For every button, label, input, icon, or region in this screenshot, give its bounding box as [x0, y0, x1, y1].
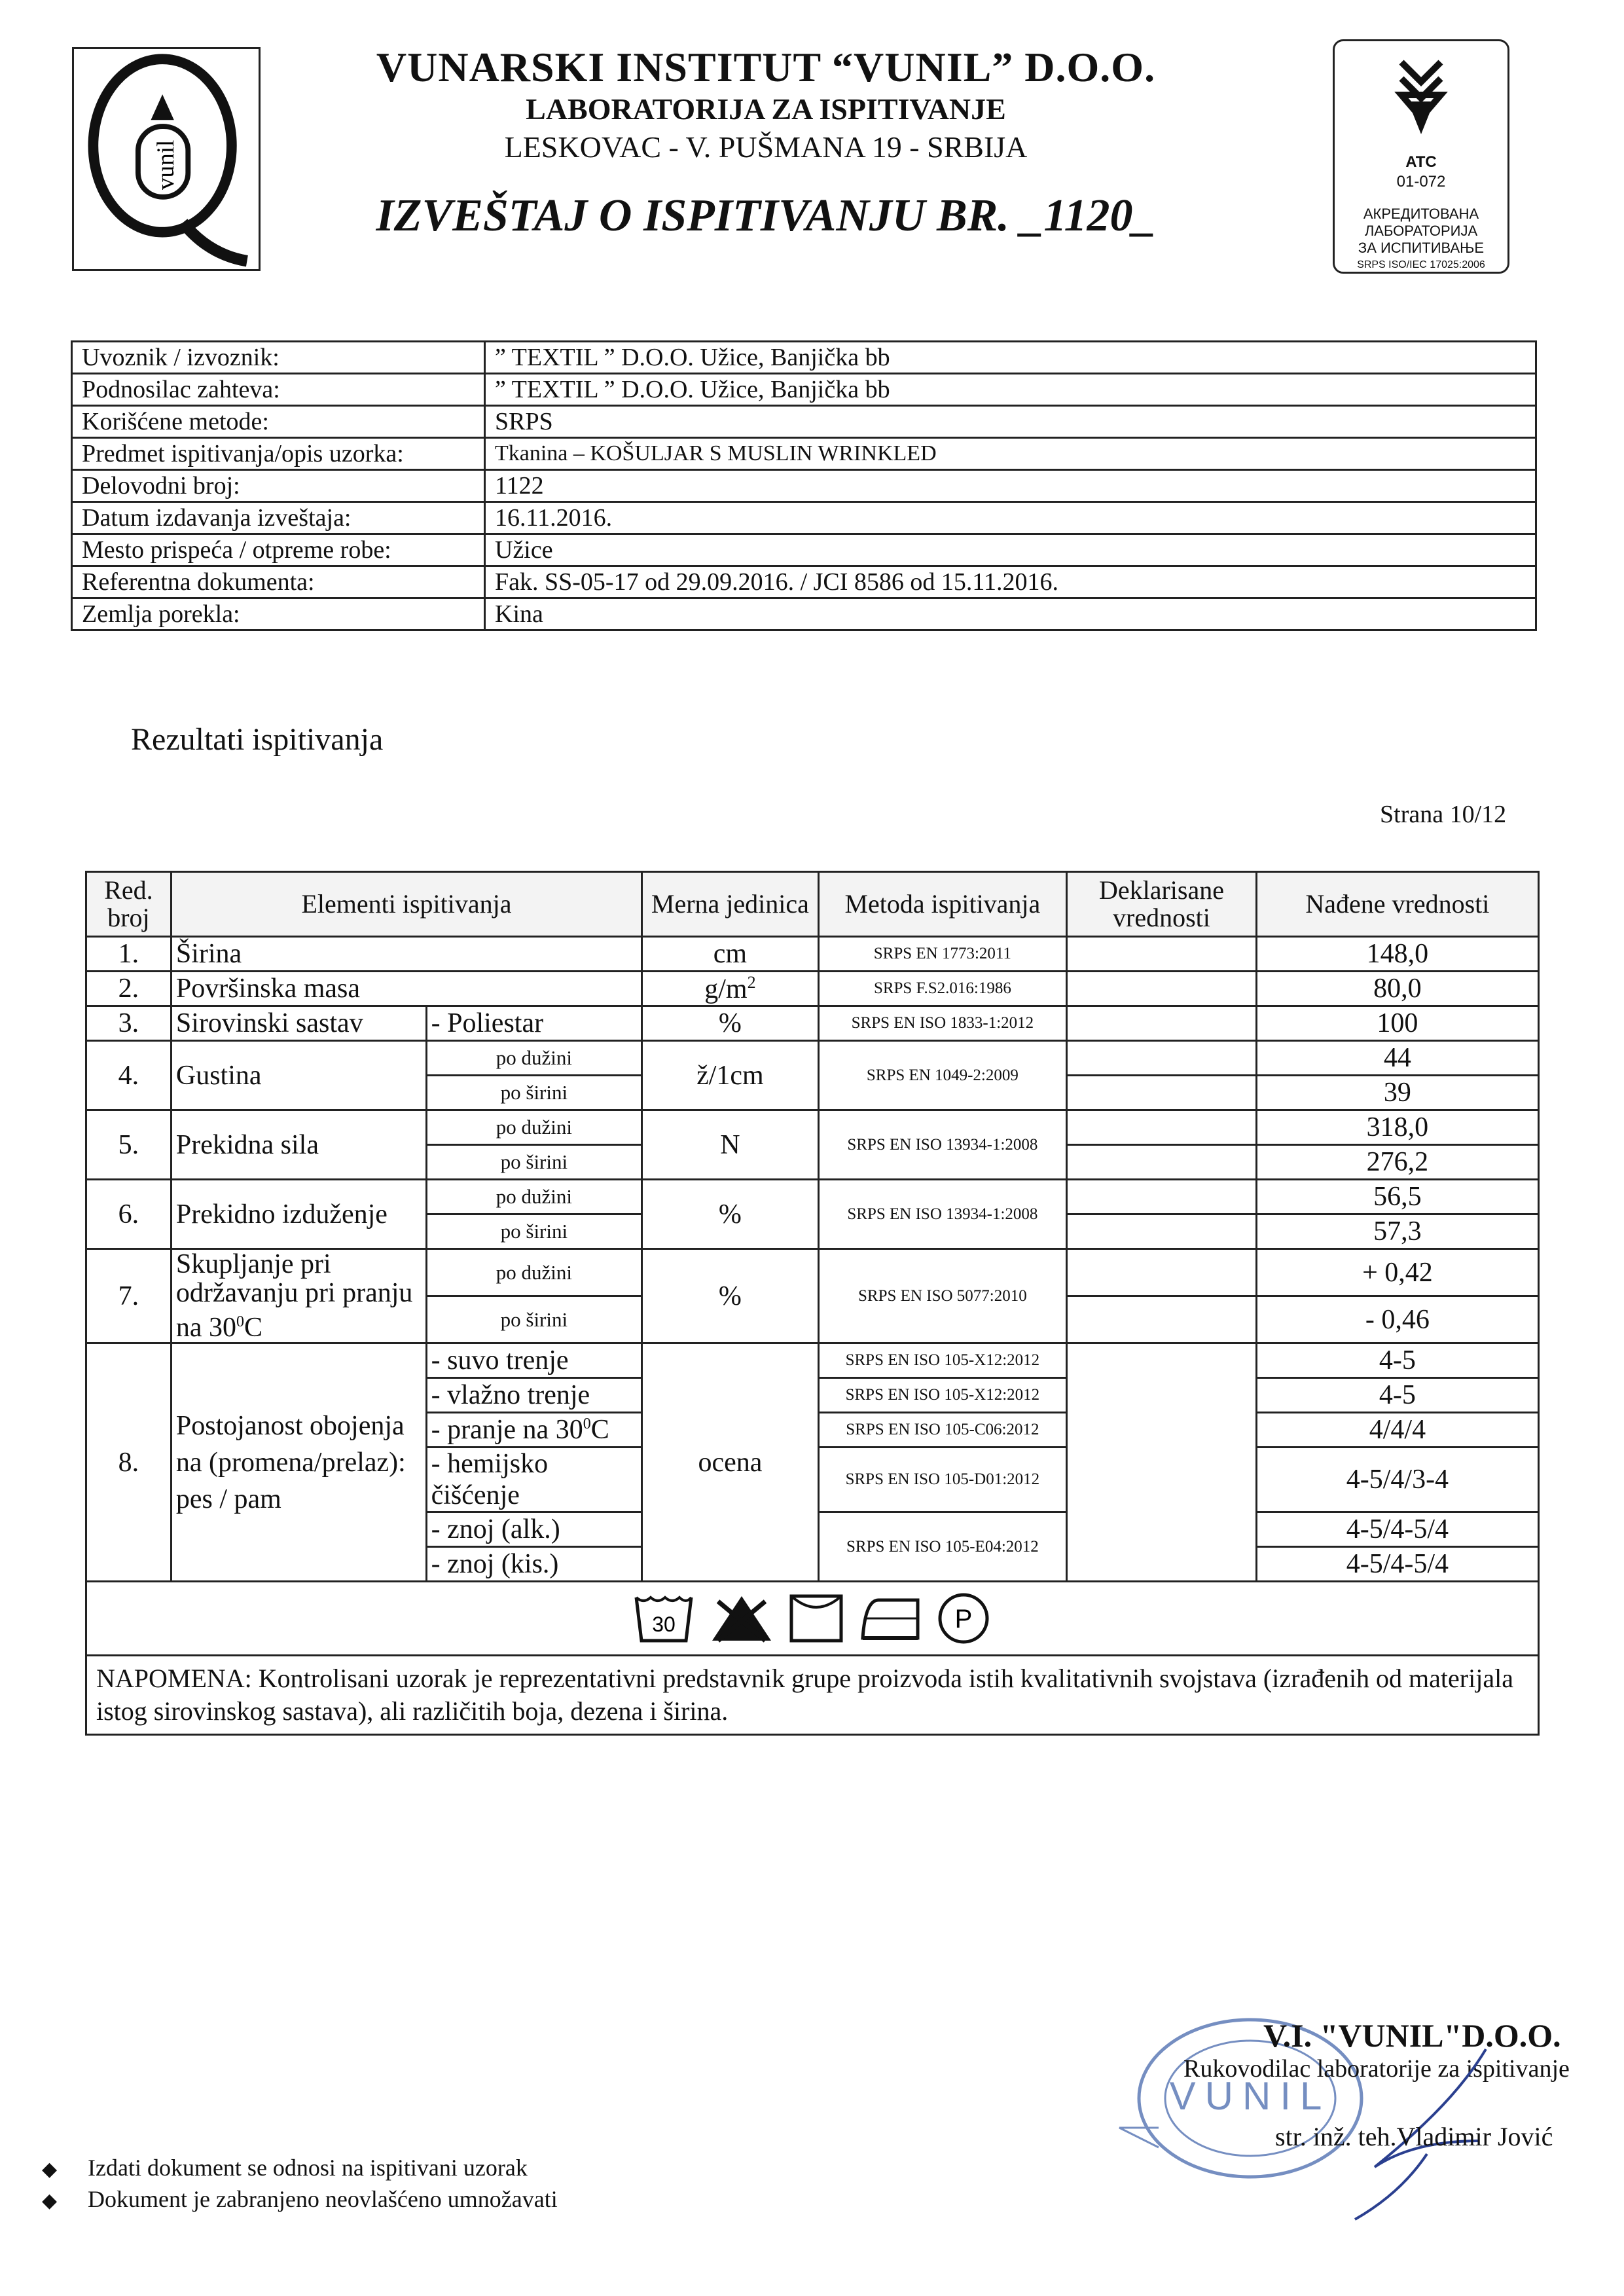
- row-unit: N: [642, 1110, 819, 1180]
- row-declared: [1067, 1145, 1257, 1180]
- atc-number: 01-072: [1396, 173, 1446, 191]
- table-row: [86, 1180, 1539, 1214]
- note-text: NAPOMENA: Kontrolisani uzorak je reprezentativni predstavnik grupe proizvoda istih kvalitativnih svojstava (izrađenih od materijala istog sirovinskog sastava), ali različitih boja, dezena i širina.: [86, 1656, 1539, 1735]
- accreditation-badge: [1333, 39, 1509, 274]
- row-method: SRPS F.S2.016:1986: [818, 972, 1066, 1006]
- no-bleach-icon: [709, 1592, 774, 1645]
- row-element: Površinska masa: [171, 972, 641, 1006]
- row-subelement: - hemijsko čišćenje: [426, 1448, 641, 1512]
- row-no: 1.: [86, 937, 171, 972]
- info-row: [72, 534, 1536, 566]
- header-element: Elementi ispitivanja: [171, 872, 641, 937]
- row-value: 56,5: [1256, 1180, 1538, 1214]
- row-declared: [1067, 1041, 1257, 1076]
- atc-mark: ATC: [1405, 153, 1437, 171]
- footer-text: Izdati dokument se odnosi na ispitivani uzorak: [88, 2155, 528, 2181]
- subelement-text: - pranje na 30: [431, 1415, 583, 1445]
- info-label: Uvoznik / izvoznik:: [72, 342, 485, 374]
- lab-address: LESKOVAC - V. PUŠMANA 19 - SRBIJA: [504, 130, 1028, 164]
- element-unit: C: [244, 1313, 263, 1343]
- row-unit: [642, 972, 819, 1006]
- row-subelement: - znoj (kis.): [426, 1547, 641, 1582]
- row-no: 7.: [86, 1249, 171, 1343]
- care-symbols: [86, 1582, 1539, 1656]
- row-subelement: po širini: [426, 1214, 641, 1249]
- row-method: SRPS EN ISO 105-X12:2012: [818, 1343, 1066, 1378]
- info-row: [72, 438, 1536, 470]
- row-method: SRPS EN ISO 5077:2010: [818, 1249, 1066, 1343]
- row-subelement: po dužini: [426, 1180, 641, 1214]
- signature-name: str. inž. teh.Vladimir Jović: [1275, 2122, 1553, 2151]
- row-method: SRPS EN ISO 13934-1:2008: [818, 1180, 1066, 1249]
- care-symbols-row: [86, 1582, 1539, 1656]
- info-row: [72, 502, 1536, 534]
- row-subelement: po dužini: [426, 1110, 641, 1145]
- logo-text: vunil: [152, 139, 179, 191]
- row-value: 39: [1256, 1076, 1538, 1110]
- row-value: 80,0: [1256, 972, 1538, 1006]
- element-text: Skupljanje pri održavanju pri pranju na 30: [175, 1249, 413, 1343]
- row-no: 2.: [86, 972, 171, 1006]
- atc-line1: АКРЕДИТОВАНА: [1363, 206, 1479, 222]
- info-table: [71, 340, 1537, 631]
- info-label: Zemlja porekla:: [72, 598, 485, 630]
- atc-line3: ЗА ИСПИТИВАЊЕ: [1358, 240, 1485, 256]
- info-row: [72, 566, 1536, 598]
- row-value: 4-5/4/3-4: [1256, 1448, 1538, 1512]
- header-unit: Merna jedinica: [642, 872, 819, 937]
- row-subelement: [426, 1413, 641, 1448]
- subelement-unit: C: [590, 1415, 609, 1445]
- row-unit: ž/1cm: [642, 1041, 819, 1110]
- table-row: [86, 1343, 1539, 1378]
- row-no: 5.: [86, 1110, 171, 1180]
- row-unit: %: [642, 1180, 819, 1249]
- table-row: [86, 1110, 1539, 1145]
- row-element: Postojanost obojenja na (promena/prelaz): pes / pam: [171, 1343, 426, 1582]
- info-label: Predmet ispitivanja/opis uzorka:: [72, 438, 485, 470]
- footer-note: [42, 2185, 558, 2213]
- row-subelement: po dužini: [426, 1041, 641, 1076]
- footer-note: [42, 2154, 528, 2181]
- header-no: Red. broj: [86, 872, 171, 937]
- info-value: Užice: [485, 534, 1536, 566]
- header-declared: Deklarisane vrednosti: [1067, 872, 1257, 937]
- atc-icon: [1388, 56, 1454, 147]
- row-value: 276,2: [1256, 1145, 1538, 1180]
- row-value: + 0,42: [1256, 1249, 1538, 1296]
- row-subelement: - znoj (alk.): [426, 1512, 641, 1547]
- signature-company: V.I. "VUNIL"D.O.O.: [1263, 2017, 1561, 2054]
- row-element: Sirovinski sastav: [171, 1006, 426, 1041]
- atc-line2: ЛАБОРАТОРИЈА: [1364, 223, 1478, 239]
- info-label: Korišćene metode:: [72, 406, 485, 438]
- unit-base: g/m: [704, 974, 748, 1004]
- info-label: Mesto prispeća / otpreme robe:: [72, 534, 485, 566]
- wash-30-icon: [634, 1592, 694, 1645]
- row-declared: [1067, 1076, 1257, 1110]
- note-row: [86, 1656, 1539, 1735]
- info-label: Podnosilac zahteva:: [72, 374, 485, 406]
- bullet-icon: ◆: [42, 2159, 58, 2180]
- report-title: IZVEŠTAJ O ISPITIVANJU BR. _1120_: [376, 191, 1156, 241]
- vunil-logo: [72, 47, 261, 271]
- row-no: 8.: [86, 1343, 171, 1582]
- table-row: [86, 972, 1539, 1006]
- row-element: Širina: [171, 937, 641, 972]
- row-unit: ocena: [642, 1343, 819, 1582]
- signature-role: Rukovodilac laboratorije za ispitivanje: [1183, 2055, 1570, 2083]
- row-declared: [1067, 1343, 1257, 1582]
- tumble-dry-icon: [789, 1592, 844, 1645]
- row-declared: [1067, 1249, 1257, 1296]
- row-value: 44: [1256, 1041, 1538, 1076]
- dry-clean-letter: P: [954, 1605, 973, 1633]
- table-row: [86, 937, 1539, 972]
- row-element: [171, 1249, 426, 1343]
- results-header-row: [86, 872, 1539, 937]
- info-value: ” TEXTIL ” D.O.O. Užice, Banjička bb: [485, 342, 1536, 374]
- row-no: 4.: [86, 1041, 171, 1110]
- iron-icon: [859, 1592, 922, 1645]
- row-value: 148,0: [1256, 937, 1538, 972]
- row-subelement: po širini: [426, 1076, 641, 1110]
- degree-superscript: 0: [583, 1415, 591, 1432]
- info-value: Tkanina – KOŠULJAR S MUSLIN WRINKLED: [485, 438, 1536, 470]
- row-unit: %: [642, 1006, 819, 1041]
- row-method: SRPS EN 1773:2011: [818, 937, 1066, 972]
- bullet-icon: ◆: [42, 2190, 58, 2212]
- info-value: 1122: [485, 470, 1536, 502]
- row-method: SRPS EN ISO 105-X12:2012: [818, 1378, 1066, 1413]
- wash-temp: 30: [652, 1613, 676, 1636]
- row-method: SRPS EN ISO 105-D01:2012: [818, 1448, 1066, 1512]
- info-value: Kina: [485, 598, 1536, 630]
- dry-clean-p-icon: [936, 1591, 991, 1646]
- table-row: [86, 1041, 1539, 1076]
- page-number: Strana 10/12: [1380, 801, 1507, 828]
- row-subelement: po širini: [426, 1296, 641, 1343]
- info-label: Delovodni broj:: [72, 470, 485, 502]
- institute-name: VUNARSKI INSTITUT “VUNIL” D.O.O.: [376, 44, 1156, 90]
- unit-superscript: 2: [747, 972, 756, 992]
- row-value: 4-5: [1256, 1343, 1538, 1378]
- degree-superscript: 0: [236, 1313, 245, 1330]
- info-value: SRPS: [485, 406, 1536, 438]
- header-found: Nađene vrednosti: [1256, 872, 1538, 937]
- info-value: Fak. SS-05-17 od 29.09.2016. / JCI 8586 od 15.11.2016.: [485, 566, 1536, 598]
- row-no: 3.: [86, 1006, 171, 1041]
- row-method: SRPS EN 1049-2:2009: [818, 1041, 1066, 1110]
- table-row: [86, 1249, 1539, 1296]
- row-value: - 0,46: [1256, 1296, 1538, 1343]
- row-unit: %: [642, 1249, 819, 1343]
- row-declared: [1067, 1180, 1257, 1214]
- header-method: Metoda ispitivanja: [818, 872, 1066, 937]
- info-value: ” TEXTIL ” D.O.O. Užice, Banjička bb: [485, 374, 1536, 406]
- info-label: Referentna dokumenta:: [72, 566, 485, 598]
- row-no: 6.: [86, 1180, 171, 1249]
- info-row: [72, 406, 1536, 438]
- row-method: SRPS EN ISO 105-E04:2012: [818, 1512, 1066, 1582]
- info-row: [72, 342, 1536, 374]
- footer-text: Dokument je zabranjeno neovlašćeno umnožavati: [88, 2186, 558, 2212]
- row-subelement: - suvo trenje: [426, 1343, 641, 1378]
- atc-standard: SRPS ISO/IEC 17025:2006: [1357, 259, 1485, 270]
- row-element: Prekidna sila: [171, 1110, 426, 1180]
- row-value: 4-5/4-5/4: [1256, 1547, 1538, 1582]
- row-declared: [1067, 1006, 1257, 1041]
- row-subelement: po dužini: [426, 1249, 641, 1296]
- row-value: 57,3: [1256, 1214, 1538, 1249]
- row-value: 4-5: [1256, 1378, 1538, 1413]
- svg-text:VUNIL: VUNIL: [1169, 2074, 1331, 2118]
- row-value: 100: [1256, 1006, 1538, 1041]
- table-row: [86, 1006, 1539, 1041]
- info-value: 16.11.2016.: [485, 502, 1536, 534]
- row-subelement: po širini: [426, 1145, 641, 1180]
- lab-name: LABORATORIJA ZA ISPITIVANJE: [526, 92, 1006, 126]
- row-unit: cm: [642, 937, 819, 972]
- row-subelement: - Poliestar: [426, 1006, 641, 1041]
- row-value: 4-5/4-5/4: [1256, 1512, 1538, 1547]
- info-row: [72, 470, 1536, 502]
- row-declared: [1067, 972, 1257, 1006]
- row-declared: [1067, 1296, 1257, 1343]
- row-element: Gustina: [171, 1041, 426, 1110]
- row-method: SRPS EN ISO 1833-1:2012: [818, 1006, 1066, 1041]
- row-method: SRPS EN ISO 105-C06:2012: [818, 1413, 1066, 1448]
- info-row: [72, 598, 1536, 630]
- row-value: 4/4/4: [1256, 1413, 1538, 1448]
- row-subelement: - vlažno trenje: [426, 1378, 641, 1413]
- row-declared: [1067, 1110, 1257, 1145]
- row-declared: [1067, 1214, 1257, 1249]
- row-element: Prekidno izduženje: [171, 1180, 426, 1249]
- info-label: Datum izdavanja izveštaja:: [72, 502, 485, 534]
- row-method: SRPS EN ISO 13934-1:2008: [818, 1110, 1066, 1180]
- row-declared: [1067, 937, 1257, 972]
- results-table: [85, 871, 1540, 1736]
- row-value: 318,0: [1256, 1110, 1538, 1145]
- results-title: Rezultati ispitivanja: [131, 722, 384, 757]
- info-row: [72, 374, 1536, 406]
